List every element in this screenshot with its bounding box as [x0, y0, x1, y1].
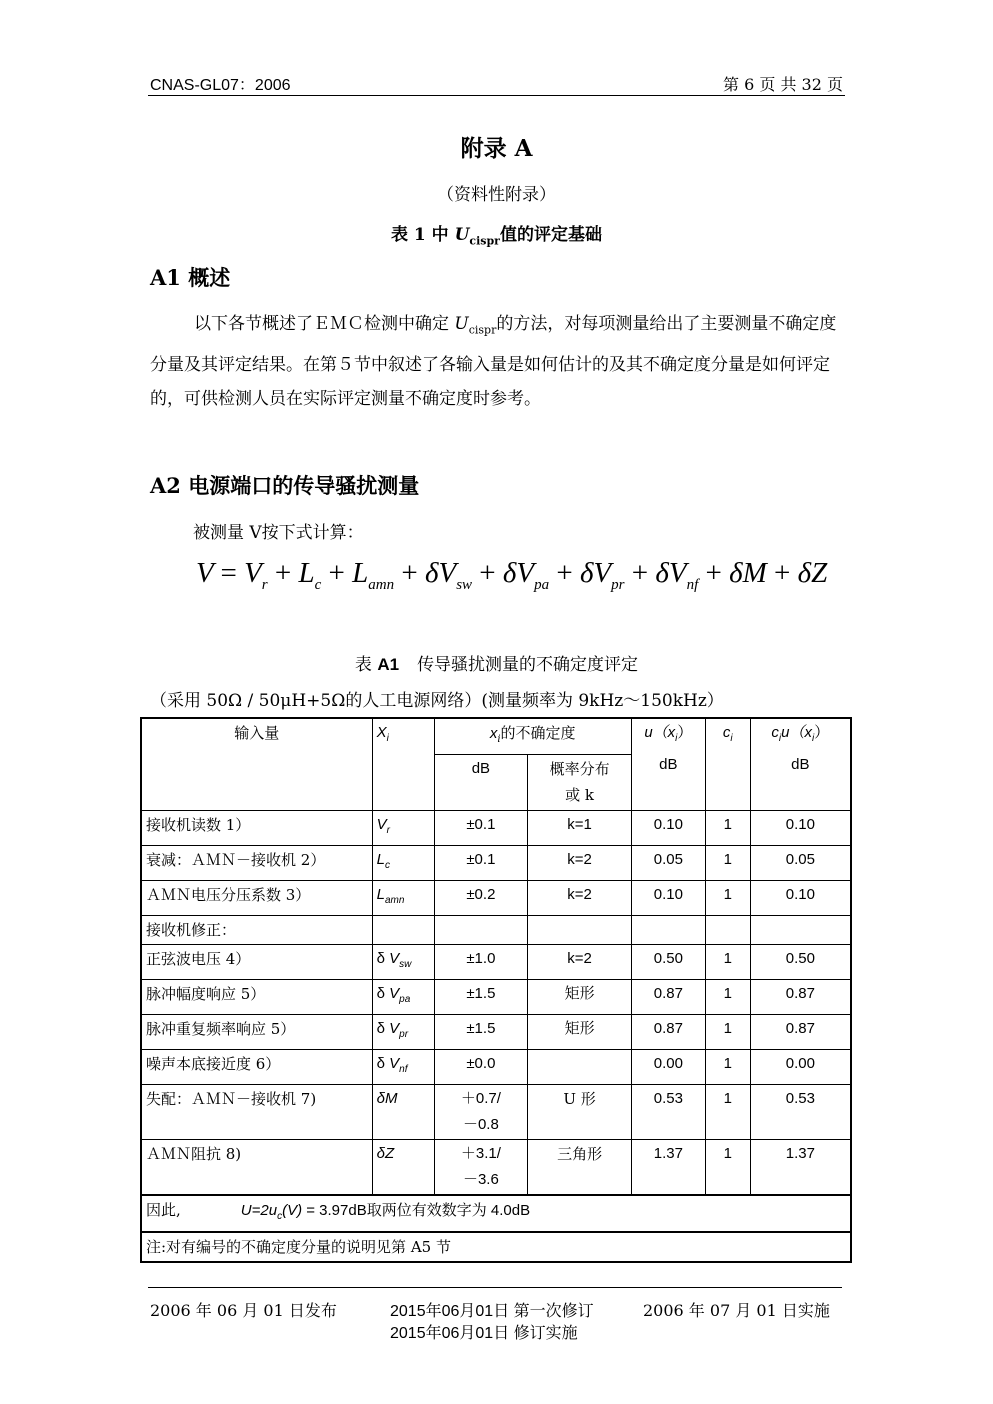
- cell-symbol: [372, 980, 434, 1015]
- cell-c: 1: [705, 1085, 750, 1140]
- table-body: [141, 811, 851, 1085]
- cell-cu: 0.10: [750, 881, 851, 916]
- header-input: 输入量: [141, 718, 372, 811]
- cell-delta: δ: [376, 1055, 390, 1072]
- cell-u: 0.53: [631, 1085, 705, 1140]
- cell-input: ＡＭＮ电压分压系数 3）: [141, 881, 372, 916]
- cell-sym: M: [384, 1090, 398, 1107]
- cell-distribution: k=2: [528, 846, 632, 881]
- cell-input: 接收机修正：: [141, 916, 372, 945]
- cell-c: [705, 916, 750, 945]
- table-title-prefix: 表: [354, 655, 378, 675]
- cell-sub: pr: [399, 1029, 409, 1040]
- header-ciu-sub: i: [778, 733, 782, 744]
- uncertainty-table: [140, 717, 852, 1263]
- cell-sym: V: [389, 950, 400, 967]
- header-divider: [148, 95, 845, 96]
- table-row: [141, 1015, 851, 1050]
- cell-c: 1: [705, 881, 750, 916]
- table-row-impedance: [141, 1140, 851, 1196]
- cell-u: 1.37: [631, 1140, 705, 1196]
- cell-sym: L: [376, 851, 385, 868]
- cell-cu: 1.37: [750, 1140, 851, 1196]
- formula-intro: 被测量 V按下式计算：: [193, 523, 364, 543]
- cell-distribution: 矩形: [528, 980, 632, 1015]
- cell-cu: 0.87: [750, 1015, 851, 1050]
- header-ciu-close: ）: [814, 724, 830, 741]
- header-unc-sub: i: [497, 734, 501, 745]
- table-row: [141, 945, 851, 980]
- header-u-unit: dB: [659, 756, 678, 773]
- basis-suffix: 值的评定基础: [499, 225, 602, 245]
- cell-distribution: [528, 1050, 632, 1085]
- cell-sub: c: [384, 860, 390, 871]
- summary-prefix: 因此,: [146, 1201, 181, 1219]
- summary-cell: [141, 1195, 851, 1232]
- page-title: 附录 A: [460, 135, 533, 162]
- cell-input: 接收机读数 1）: [141, 811, 372, 846]
- cell-uncertainty: [434, 916, 528, 945]
- summary-c-sub: c: [277, 1211, 283, 1222]
- cell-symbol: [372, 846, 434, 881]
- cell-delta: δ: [376, 985, 390, 1002]
- header-ciu-sub2: i: [812, 733, 815, 744]
- summary-u: U: [240, 1202, 252, 1219]
- cell-cu: 0.00: [750, 1050, 851, 1085]
- cell-sub: nf: [399, 1064, 408, 1075]
- header-dist-line1: 概率分布: [549, 760, 610, 778]
- cell-sub: amn: [384, 895, 405, 906]
- header-ci: [705, 718, 750, 811]
- cell-u: 0.00: [631, 1050, 705, 1085]
- header-xi-sub: i: [386, 733, 389, 744]
- cell-input: 衰减：ＡＭＮ－接收机 2）: [141, 846, 372, 881]
- cell-unc-line1: ＋3.1/: [460, 1145, 501, 1162]
- cell-distribution: k=1: [528, 811, 632, 846]
- footer-revision: 2015年06月01日 第一次修订: [390, 1303, 594, 1320]
- a1-para-pre: 以下各节概述了ＥＭＣ检测中确定: [194, 314, 455, 334]
- cell-u: [631, 916, 705, 945]
- header-dist-line2: 或 k: [565, 786, 595, 804]
- cell-sym: V: [389, 1020, 400, 1037]
- cell-c: 1: [705, 846, 750, 881]
- table-title: [0, 650, 993, 675]
- header-u-label: u（x: [644, 724, 676, 741]
- cell-symbol: [372, 1140, 434, 1196]
- header-uncertainty: [434, 718, 631, 755]
- note-cell: 注:对有编号的不确定度分量的说明见第 A5 节: [141, 1232, 851, 1262]
- a1-para-symbol: U: [454, 314, 469, 334]
- cell-unc-line2: －3.6: [462, 1171, 499, 1188]
- header-ciu-c: c: [771, 724, 779, 741]
- header-unc-x: x: [489, 725, 498, 742]
- cell-delta: δ: [376, 1090, 385, 1107]
- cell-uncertainty: ±0.2: [434, 881, 528, 916]
- cell-uncertainty: ±0.1: [434, 846, 528, 881]
- header-unc-label: 的不确定度: [500, 724, 576, 742]
- cell-cu: [750, 916, 851, 945]
- cell-symbol: [372, 811, 434, 846]
- table-row: [141, 1050, 851, 1085]
- cell-symbol: [372, 1015, 434, 1050]
- table-caption: （采用 50Ω / 50μH+5Ω的人工电源网络）(测量频率为 9kHz～150kHz）: [150, 691, 724, 711]
- header-u-sub: i: [675, 733, 678, 744]
- header-db: dB: [434, 755, 528, 811]
- cell-uncertainty: [434, 1140, 528, 1196]
- cell-sym: V: [389, 1055, 400, 1072]
- cell-distribution: U 形: [528, 1085, 632, 1140]
- cell-cu: 0.50: [750, 945, 851, 980]
- table-row: [141, 811, 851, 846]
- table-header-row: [141, 718, 851, 755]
- cell-input: 脉冲幅度响应 5）: [141, 980, 372, 1015]
- formula-equation: $V = V_r + L_c + L_{amn} + \delta V_{sw} + \delta V_{pa} + \delta V_{pr} + \delta V_{nf} + \delta M + \delta Z$: [196, 557, 828, 593]
- basis-sub: cispr: [469, 234, 500, 248]
- cell-uncertainty: ±1.5: [434, 980, 528, 1015]
- table-row: [141, 916, 851, 945]
- footer-divider: [148, 1287, 842, 1288]
- cell-u: 0.87: [631, 1015, 705, 1050]
- header-page-info: 第 6 页 共 32 页: [723, 75, 843, 94]
- cell-u: 0.87: [631, 980, 705, 1015]
- cell-cu: 0.53: [750, 1085, 851, 1140]
- cell-c: 1: [705, 1015, 750, 1050]
- cell-input: 正弦波电压 4）: [141, 945, 372, 980]
- cell-cu: 0.87: [750, 980, 851, 1015]
- cell-u: 0.10: [631, 811, 705, 846]
- formula: [196, 550, 846, 600]
- footer-revision-effective: 2015年06月01日 修订实施: [390, 1325, 578, 1342]
- cell-uncertainty: ±1.0: [434, 945, 528, 980]
- cell-sub: sw: [399, 959, 412, 970]
- cell-uncertainty: ±0.0: [434, 1050, 528, 1085]
- table-row: [141, 881, 851, 916]
- cell-delta: δ: [376, 950, 390, 967]
- cell-uncertainty: ±0.1: [434, 811, 528, 846]
- cell-sym: Z: [384, 1145, 395, 1162]
- cell-u: 0.50: [631, 945, 705, 980]
- basis-symbol: U: [454, 225, 470, 245]
- cell-symbol: [372, 945, 434, 980]
- cell-u: 0.10: [631, 881, 705, 916]
- cell-input: 噪声本底接近度 6）: [141, 1050, 372, 1085]
- cell-cu: 0.10: [750, 811, 851, 846]
- section-a1-paragraph: [150, 307, 847, 417]
- cell-input: 失配：ＡＭＮ－接收机 7): [141, 1085, 372, 1140]
- cell-unc-line2: －0.8: [462, 1116, 499, 1133]
- cell-uncertainty: ±1.5: [434, 1015, 528, 1050]
- header-doc-id: CNAS-GL07：2006: [150, 77, 291, 94]
- footer-issue-date: 2006 年 06 月 01 日发布: [150, 1301, 337, 1320]
- cell-sym: L: [376, 886, 385, 903]
- cell-c: 1: [705, 1140, 750, 1196]
- table-row: [141, 980, 851, 1015]
- summary-eq: =2u: [251, 1202, 278, 1219]
- cell-unc-line1: ＋0.7/: [460, 1090, 501, 1107]
- cell-sub: r: [386, 825, 390, 836]
- header-ciu: [750, 718, 851, 811]
- basis-prefix: 表 1 中: [391, 225, 455, 245]
- table-summary-row: [141, 1195, 851, 1232]
- cell-u: 0.05: [631, 846, 705, 881]
- table-row: [141, 846, 851, 881]
- cell-c: 1: [705, 811, 750, 846]
- cell-symbol: [372, 881, 434, 916]
- table-title-number: A1: [377, 655, 400, 674]
- footer-implementation-date: 2006 年 07 月 01 日实施: [643, 1301, 830, 1320]
- header-ci-sub: i: [730, 733, 733, 744]
- basis-heading: [0, 220, 993, 247]
- cell-uncertainty: [434, 1085, 528, 1140]
- cell-c: 1: [705, 1050, 750, 1085]
- cell-distribution: 矩形: [528, 1015, 632, 1050]
- header-distribution: [528, 755, 632, 811]
- cell-input: 脉冲重复频率响应 5）: [141, 1015, 372, 1050]
- cell-sym: V: [389, 985, 400, 1002]
- cell-c: 1: [705, 980, 750, 1015]
- cell-distribution: k=2: [528, 881, 632, 916]
- cell-symbol: [372, 916, 434, 945]
- cell-sub: pa: [399, 994, 411, 1005]
- cell-c: 1: [705, 945, 750, 980]
- table-row-mismatch: [141, 1085, 851, 1140]
- header-ci-symbol: c: [722, 724, 731, 741]
- cell-delta: δ: [376, 1020, 390, 1037]
- header-ciu-mid: u（x: [781, 724, 812, 741]
- header-xi-symbol: X: [376, 724, 387, 741]
- header-ciu-unit: dB: [791, 756, 810, 773]
- cell-input: ＡＭＮ阻抗 8): [141, 1140, 372, 1196]
- cell-cu: 0.05: [750, 846, 851, 881]
- cell-distribution: [528, 916, 632, 945]
- header-xi: [372, 718, 434, 811]
- table-note-row: [141, 1232, 851, 1262]
- section-a2-heading: A2 电源端口的传导骚扰测量: [150, 473, 420, 498]
- cell-sym: V: [376, 816, 387, 833]
- section-a1-heading: A1 概述: [150, 265, 231, 290]
- page-subtitle: （资料性附录）: [437, 185, 556, 205]
- summary-v: (V): [282, 1202, 303, 1219]
- cell-distribution: k=2: [528, 945, 632, 980]
- a1-para-sub: cispr: [468, 323, 497, 337]
- header-u: [631, 718, 705, 811]
- cell-distribution: 三角形: [528, 1140, 632, 1196]
- cell-delta: δ: [376, 1145, 385, 1162]
- cell-symbol: [372, 1050, 434, 1085]
- summary-rest: = 3.97dB取两位有效数字为 4.0dB: [302, 1202, 531, 1219]
- table-title-text: 传导骚扰测量的不确定度评定: [417, 655, 639, 675]
- a1-para-post: 的方法，对每项测量给出了主要测量不确定度分量及其评定结果。在第５节中叙述了各输入量是如何估计的及其不确定度分量是如何评定的，可供检测人员在实际评定测量不确定度时参考。: [150, 314, 837, 410]
- cell-symbol: [372, 1085, 434, 1140]
- header-u-close: ）: [677, 724, 693, 741]
